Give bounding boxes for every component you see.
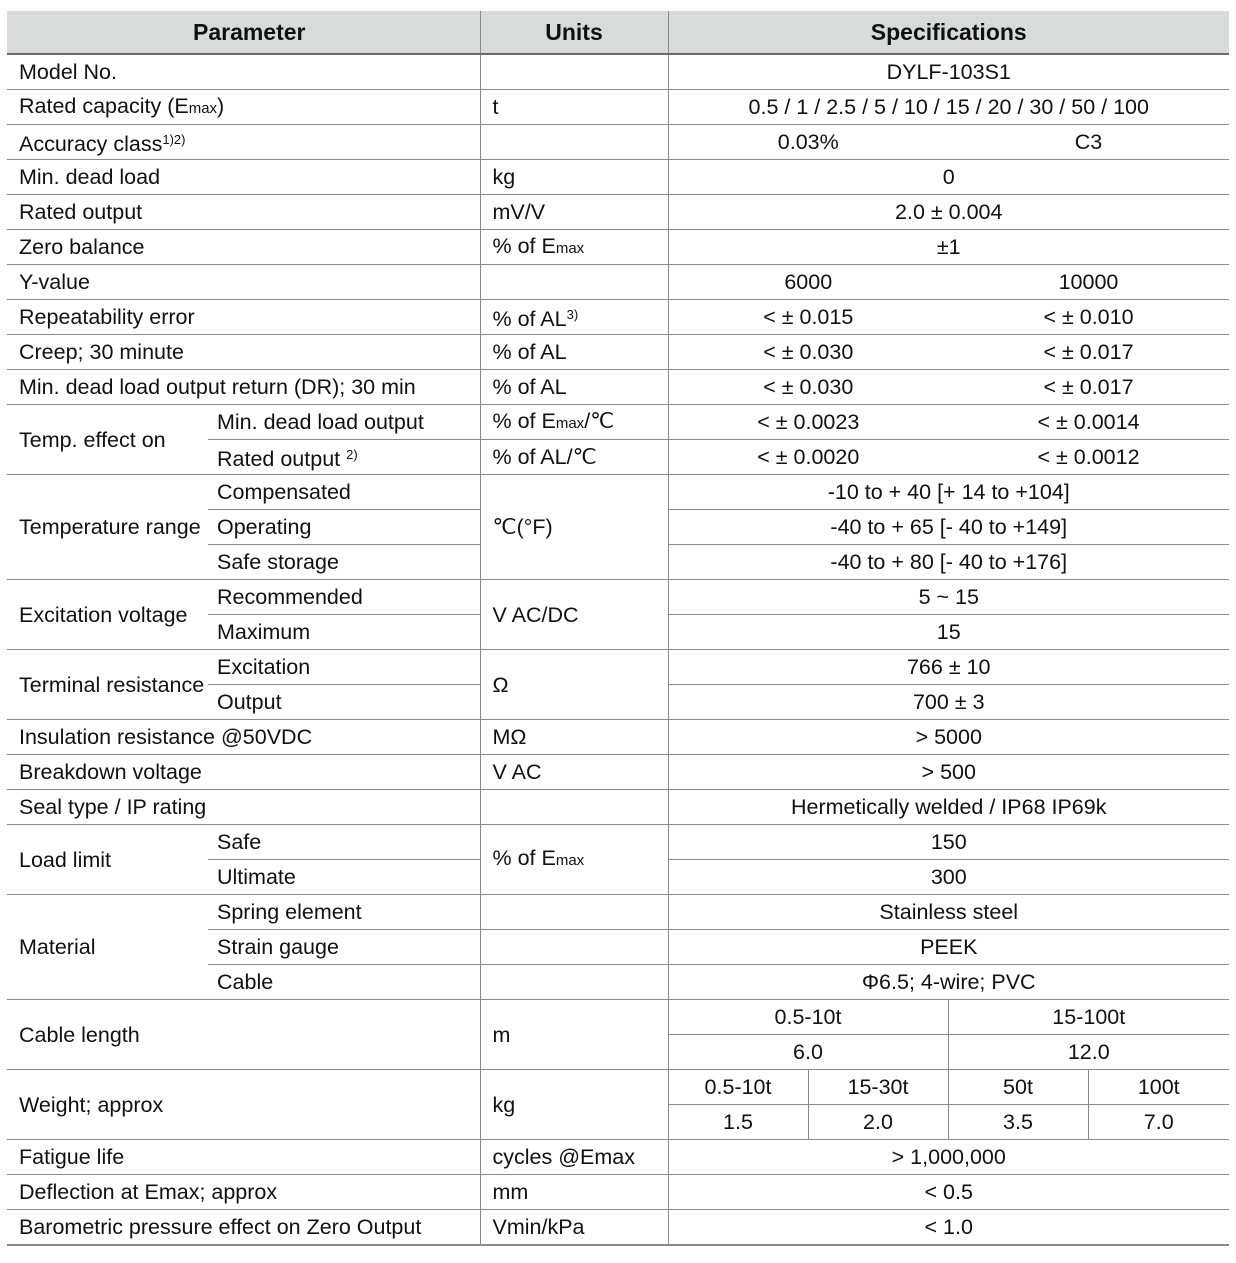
- group-label-excitation-voltage: Excitation voltage: [7, 580, 208, 650]
- label-text: Accuracy class: [19, 132, 163, 156]
- footnote-ref: 1)2): [162, 132, 186, 147]
- spec-value: Stainless steel: [668, 895, 1229, 930]
- units-cell: cycles @Emax: [480, 1140, 668, 1175]
- spec-value: 300: [668, 860, 1229, 895]
- row-min-dead-load: [7, 160, 1229, 195]
- sub-param-label: Operating: [208, 510, 480, 545]
- param-label: Y-value: [7, 265, 480, 300]
- units-cell: [480, 230, 668, 265]
- group-label-material: Material: [7, 895, 208, 1000]
- units-cell: [480, 125, 668, 160]
- units-cell: % of AL/℃: [480, 440, 668, 475]
- label-text: Rated output: [217, 447, 347, 471]
- spec-value: 0: [668, 160, 1229, 195]
- param-label: Rated output: [7, 195, 480, 230]
- spec-value-right: < ± 0.017: [948, 370, 1229, 405]
- units-cell: MΩ: [480, 720, 668, 755]
- group-label-temp-effect: Temp. effect on: [7, 405, 208, 475]
- param-label: [7, 90, 480, 125]
- header-units: Units: [480, 11, 668, 54]
- row-terminal-excitation: [7, 650, 1229, 685]
- spec-value: < 1.0: [668, 1210, 1229, 1246]
- units-cell: % of AL: [480, 335, 668, 370]
- units-cell: Ω: [480, 650, 668, 720]
- param-label: Seal type / IP rating: [7, 790, 480, 825]
- units-text: % of E: [492, 846, 556, 870]
- units-cell: kg: [480, 1070, 668, 1140]
- spec-value: 700 ± 3: [668, 685, 1229, 720]
- header-parameter: Parameter: [7, 11, 480, 54]
- spec-value: 3.5: [948, 1105, 1088, 1140]
- spec-value-left: 0.03%: [668, 125, 948, 160]
- units-cell: [480, 895, 668, 930]
- param-label: Min. dead load output return (DR); 30 min: [7, 370, 480, 405]
- row-y-value: [7, 265, 1229, 300]
- param-label: Model No.: [7, 54, 480, 90]
- spec-value-right: < ± 0.0012: [948, 440, 1229, 475]
- spec-value: -10 to + 40 [+ 14 to +104]: [668, 475, 1229, 510]
- sub-param-label: Safe: [208, 825, 480, 860]
- units-text: % of E: [492, 408, 556, 433]
- param-label: Insulation resistance @50VDC: [7, 720, 480, 755]
- range-label: 15-30t: [808, 1070, 948, 1105]
- units-cell: [480, 790, 668, 825]
- label-text: Rated capacity (E: [19, 93, 189, 118]
- spec-value: 2.0 ± 0.004: [668, 195, 1229, 230]
- group-label-terminal-resistance: Terminal resistance: [7, 650, 208, 720]
- spec-value: 150: [668, 825, 1229, 860]
- range-label: 15-100t: [948, 1000, 1229, 1035]
- units-cell: [480, 965, 668, 1000]
- units-cell: kg: [480, 160, 668, 195]
- row-temp-effect-min-dead: [7, 405, 1229, 440]
- row-fatigue-life: [7, 1140, 1229, 1175]
- spec-value: > 1,000,000: [668, 1140, 1229, 1175]
- param-label: Deflection at Emax; approx: [7, 1175, 480, 1210]
- sub-param-label: Compensated: [208, 475, 480, 510]
- spec-value-left: < ± 0.030: [668, 335, 948, 370]
- group-label-load-limit: Load limit: [7, 825, 208, 895]
- row-rated-capacity: [7, 90, 1229, 125]
- footnote-ref: 2): [346, 447, 358, 462]
- sub-param-label: Min. dead load output: [208, 405, 480, 440]
- range-label: 50t: [948, 1070, 1088, 1105]
- param-label: Fatigue life: [7, 1140, 480, 1175]
- range-label: 100t: [1088, 1070, 1229, 1105]
- spec-value: 0.5 / 1 / 2.5 / 5 / 10 / 15 / 20 / 30 / 50 / 100: [668, 90, 1229, 125]
- param-label: Zero balance: [7, 230, 480, 265]
- units-cell: [480, 930, 668, 965]
- units-cell: % of AL: [480, 370, 668, 405]
- spec-value-right: 10000: [948, 265, 1229, 300]
- spec-value: > 5000: [668, 720, 1229, 755]
- units-cell: V AC/DC: [480, 580, 668, 650]
- sub-param-label: Recommended: [208, 580, 480, 615]
- range-label: 0.5-10t: [668, 1000, 948, 1035]
- spec-value: < 0.5: [668, 1175, 1229, 1210]
- param-label: Repeatability error: [7, 300, 480, 335]
- spec-value-left: 6000: [668, 265, 948, 300]
- spec-value: 7.0: [1088, 1105, 1229, 1140]
- row-seal: [7, 790, 1229, 825]
- spec-value: 12.0: [948, 1035, 1229, 1070]
- spec-value-right: < ± 0.0014: [948, 405, 1229, 440]
- units-subscript: max: [555, 239, 585, 257]
- units-cell: ℃(°F): [480, 475, 668, 580]
- spec-value: -40 to + 80 [- 40 to +176]: [668, 545, 1229, 580]
- row-cable-length-ranges: [7, 1000, 1229, 1035]
- label-subscript: max: [188, 99, 218, 117]
- spec-value: Φ6.5; 4-wire; PVC: [668, 965, 1229, 1000]
- sub-param-label: Excitation: [208, 650, 480, 685]
- spec-value: 2.0: [808, 1105, 948, 1140]
- spec-value-left: < ± 0.030: [668, 370, 948, 405]
- row-zero-balance: [7, 230, 1229, 265]
- spec-value: 766 ± 10: [668, 650, 1229, 685]
- row-accuracy-class: [7, 125, 1229, 160]
- param-label: Barometric pressure effect on Zero Output: [7, 1210, 480, 1246]
- row-deflection: [7, 1175, 1229, 1210]
- units-subscript: max: [555, 414, 585, 432]
- spec-value-right: C3: [948, 125, 1229, 160]
- row-material-spring: [7, 895, 1229, 930]
- range-label: 0.5-10t: [668, 1070, 808, 1105]
- sub-param-label: [208, 440, 480, 475]
- units-text: % of E: [492, 233, 556, 258]
- units-cell: [480, 405, 668, 440]
- spec-value-left: < ± 0.015: [668, 300, 948, 335]
- row-model: [7, 54, 1229, 90]
- row-repeatability: [7, 300, 1229, 335]
- group-label-temperature-range: Temperature range: [7, 475, 208, 580]
- units-cell: t: [480, 90, 668, 125]
- units-text-end: /℃: [584, 408, 615, 433]
- param-label: Breakdown voltage: [7, 755, 480, 790]
- row-creep: [7, 335, 1229, 370]
- row-dead-load-return: [7, 370, 1229, 405]
- sub-param-label: Cable: [208, 965, 480, 1000]
- row-load-limit-safe: [7, 825, 1229, 860]
- label-text-end: ): [217, 93, 225, 118]
- units-cell: mV/V: [480, 195, 668, 230]
- spec-value: > 500: [668, 755, 1229, 790]
- row-rated-output: [7, 195, 1229, 230]
- spec-value-right: < ± 0.010: [948, 300, 1229, 335]
- sub-param-label: Safe storage: [208, 545, 480, 580]
- spec-value: PEEK: [668, 930, 1229, 965]
- spec-value-left: < ± 0.0023: [668, 405, 948, 440]
- spec-value: 5 ~ 15: [668, 580, 1229, 615]
- units-subscript: max: [555, 852, 585, 869]
- spec-value: ±1: [668, 230, 1229, 265]
- header-row: [7, 11, 1229, 54]
- param-label: [7, 125, 480, 160]
- row-temp-range-compensated: [7, 475, 1229, 510]
- row-insulation: [7, 720, 1229, 755]
- units-cell: [480, 265, 668, 300]
- specifications-table: [7, 11, 1229, 1246]
- units-cell: m: [480, 1000, 668, 1070]
- sub-param-label: Maximum: [208, 615, 480, 650]
- footnote-ref: 3): [566, 307, 579, 322]
- sub-param-label: Strain gauge: [208, 930, 480, 965]
- param-label: Min. dead load: [7, 160, 480, 195]
- row-weight-ranges: [7, 1070, 1229, 1105]
- sub-param-label: Output: [208, 685, 480, 720]
- spec-value: 6.0: [668, 1035, 948, 1070]
- units-cell: [480, 54, 668, 90]
- param-label: Creep; 30 minute: [7, 335, 480, 370]
- units-cell: Vmin/kPa: [480, 1210, 668, 1246]
- spec-value: Hermetically welded / IP68 IP69k: [668, 790, 1229, 825]
- row-breakdown: [7, 755, 1229, 790]
- spec-value: DYLF-103S1: [668, 54, 1229, 90]
- spec-value-left: < ± 0.0020: [668, 440, 948, 475]
- header-specifications: Specifications: [668, 11, 1229, 54]
- param-label: Cable length: [7, 1000, 480, 1070]
- spec-value-right: < ± 0.017: [948, 335, 1229, 370]
- units-cell: mm: [480, 1175, 668, 1210]
- sub-param-label: Spring element: [208, 895, 480, 930]
- units-cell: V AC: [480, 755, 668, 790]
- units-cell: [480, 300, 668, 335]
- units-text: % of AL: [492, 307, 567, 331]
- spec-value: -40 to + 65 [- 40 to +149]: [668, 510, 1229, 545]
- units-cell: [480, 825, 668, 895]
- sub-param-label: Ultimate: [208, 860, 480, 895]
- spec-value: 15: [668, 615, 1229, 650]
- spec-value: 1.5: [668, 1105, 808, 1140]
- row-excitation-recommended: [7, 580, 1229, 615]
- param-label: Weight; approx: [7, 1070, 480, 1140]
- row-barometric: [7, 1210, 1229, 1246]
